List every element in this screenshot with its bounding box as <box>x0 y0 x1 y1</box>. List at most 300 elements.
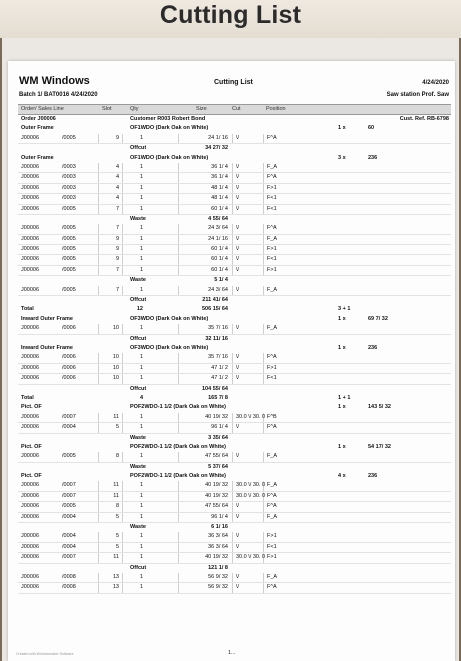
cell-divider <box>122 163 123 172</box>
profile-group-row <box>18 315 451 324</box>
cell-divider <box>98 194 99 203</box>
table-row <box>18 481 451 491</box>
cell-divider <box>178 374 179 383</box>
slot-cell: 13 <box>112 573 119 580</box>
bar-length: 143 5/ 32 <box>368 404 391 411</box>
table-row <box>18 163 451 173</box>
cell-divider <box>178 245 179 254</box>
slot-cell: 4 <box>115 174 119 181</box>
cell-divider <box>263 573 264 582</box>
size-cell: 35 7/ 16 <box>208 325 228 332</box>
cell-divider <box>98 532 99 541</box>
qty-cell: 1 <box>139 354 143 361</box>
cell-divider <box>98 184 99 193</box>
table-row <box>18 235 451 245</box>
remainder-value: 34 27/ 32 <box>205 145 228 152</box>
order-cell: J00006 <box>21 375 40 382</box>
remainder-value: 32 11/ 16 <box>205 335 228 342</box>
position-cell: F^A <box>267 424 277 431</box>
order-cell: J00006 <box>21 424 40 431</box>
qty-cell: 1 <box>139 533 143 540</box>
cell-divider <box>232 502 233 511</box>
cell-divider <box>98 286 99 295</box>
bar-count: 4 x <box>338 473 346 480</box>
cut-cell: \/ <box>236 184 240 191</box>
cell-divider <box>232 452 233 461</box>
slot-cell: 8 <box>115 453 119 460</box>
qty-cell: 1 <box>139 513 143 520</box>
size-cell: 56 9/ 32 <box>208 573 228 580</box>
size-cell: 24 3/ 64 <box>208 286 228 293</box>
slot-cell: 10 <box>112 325 119 332</box>
remainder-value: 4 55/ 64 <box>208 215 228 222</box>
line-cell: /0008 <box>62 584 76 591</box>
cell-divider <box>122 413 123 422</box>
line-cell: /0005 <box>62 225 76 232</box>
table-row <box>18 134 451 144</box>
order-cell: J00006 <box>21 513 40 520</box>
cell-divider <box>98 543 99 552</box>
cell-divider <box>232 324 233 333</box>
banner-title: Cutting List <box>159 1 302 29</box>
cut-cell: 30.0 \/ 30. 0 <box>236 554 266 561</box>
total-qty: 12 <box>136 306 143 313</box>
cell-divider <box>122 205 123 214</box>
cell-divider <box>98 224 99 233</box>
cell-divider <box>122 353 123 362</box>
order-cell: J00006 <box>21 364 40 371</box>
order-cell: J00006 <box>21 174 40 181</box>
slot-cell: 10 <box>112 364 119 371</box>
remainder-label: Offcut <box>130 297 147 304</box>
remainder-label: Waste <box>130 215 146 222</box>
size-cell: 40 19/ 32 <box>205 413 228 420</box>
cell-divider <box>98 513 99 522</box>
bar-length: 236 <box>368 154 378 161</box>
order-cell: J00006 <box>21 492 40 499</box>
bar-length: 236 <box>368 344 378 351</box>
cell-divider <box>263 452 264 461</box>
qty-cell: 1 <box>139 225 143 232</box>
table-row <box>18 573 451 583</box>
size-cell: 47 55/ 64 <box>205 503 228 510</box>
size-cell: 36 1/ 4 <box>211 174 228 181</box>
qty-cell: 1 <box>139 195 143 202</box>
line-cell: /0007 <box>62 413 76 420</box>
qty-cell: 1 <box>139 256 143 263</box>
cell-divider <box>178 532 179 541</box>
cell-divider <box>178 364 179 373</box>
slot-cell: 10 <box>112 375 119 382</box>
cut-cell: \/ <box>236 584 240 591</box>
cell-divider <box>263 184 264 193</box>
slot-cell: 7 <box>115 266 119 273</box>
cell-divider <box>122 543 123 552</box>
remainder-row <box>18 434 451 443</box>
remainder-value: 104 55/ 64 <box>202 385 228 392</box>
cell-divider <box>232 423 233 432</box>
table-row <box>18 255 451 265</box>
order-cell: J00006 <box>21 533 40 540</box>
remainder-label: Offcut <box>130 564 147 571</box>
cell-divider <box>178 423 179 432</box>
profile-name: POF2WDO-1 1/2 (Dark Oak on White) <box>130 473 226 480</box>
cell-divider <box>98 266 99 275</box>
total-qty: 4 <box>139 394 143 401</box>
slot-cell: 8 <box>115 503 119 510</box>
cell-divider <box>263 255 264 264</box>
remainder-row <box>18 215 451 224</box>
line-cell: /0008 <box>62 573 76 580</box>
slot-cell: 5 <box>115 533 119 540</box>
table-row <box>18 374 451 384</box>
qty-cell: 1 <box>139 503 143 510</box>
generator-note: Created with Windowmaker Software <box>16 652 74 656</box>
order-cell: J00006 <box>21 354 40 361</box>
cell-divider <box>98 235 99 244</box>
cut-cell: \/ <box>236 424 240 431</box>
position-cell: F<1 <box>267 195 277 202</box>
size-cell: 24 1/ 16 <box>208 235 228 242</box>
total-bars: 1 + 1 <box>338 394 351 401</box>
cell-divider <box>178 194 179 203</box>
table-row <box>18 173 451 183</box>
cut-cell: \/ <box>236 513 240 520</box>
position-cell: F_A <box>267 286 278 293</box>
table-row <box>18 502 451 512</box>
report-page <box>8 61 455 661</box>
cell-divider <box>232 374 233 383</box>
qty-cell: 1 <box>139 174 143 181</box>
cell-divider <box>122 532 123 541</box>
order-cell: J00006 <box>21 163 40 170</box>
cell-divider <box>178 583 179 592</box>
slot-cell: 7 <box>115 225 119 232</box>
cell-divider <box>98 364 99 373</box>
cut-cell: \/ <box>236 134 240 141</box>
remainder-value: 6 1/ 16 <box>211 524 228 531</box>
slot-cell: 11 <box>113 413 119 420</box>
size-cell: 47 55/ 64 <box>205 453 228 460</box>
table-row <box>18 324 451 334</box>
remainder-row <box>18 385 451 394</box>
qty-cell: 1 <box>139 163 143 170</box>
size-cell: 56 9/ 32 <box>208 584 228 591</box>
bar-length: 236 <box>368 473 378 480</box>
profile-name: OF3WDO (Dark Oak on White) <box>130 344 209 351</box>
cell-divider <box>122 224 123 233</box>
table-row <box>18 353 451 363</box>
cell-divider <box>122 502 123 511</box>
cell-divider <box>122 194 123 203</box>
cut-cell: \/ <box>236 573 240 580</box>
cell-divider <box>232 364 233 373</box>
order-cell: J00006 <box>21 205 40 212</box>
slot-cell: 4 <box>115 184 119 191</box>
qty-cell: 1 <box>139 573 143 580</box>
bar-count: 1 x <box>338 125 346 132</box>
cell-divider <box>98 163 99 172</box>
cut-cell: \/ <box>236 503 240 510</box>
cell-divider <box>232 553 233 562</box>
table-row <box>18 413 451 423</box>
cell-divider <box>232 245 233 254</box>
qty-cell: 1 <box>139 205 143 212</box>
cell-divider <box>263 224 264 233</box>
profile-group-row <box>18 124 451 133</box>
group-name: Inward Outer Frame <box>21 315 73 322</box>
company-name: WM Windows <box>19 75 90 87</box>
order-cell: J00006 <box>21 413 40 420</box>
cell-divider <box>98 583 99 592</box>
table-row <box>18 224 451 234</box>
order-cell: J00006 <box>21 543 40 550</box>
cut-cell: 30.0 \/ 30. 0 <box>236 413 266 420</box>
banner <box>0 0 461 38</box>
col-qty: Qty <box>130 106 139 112</box>
cell-divider <box>178 481 179 490</box>
line-cell: /0004 <box>62 533 76 540</box>
position-cell: F_A <box>267 453 278 460</box>
line-cell: /0005 <box>62 286 76 293</box>
line-cell: /0004 <box>62 424 76 431</box>
slot-cell: 4 <box>115 195 119 202</box>
cut-cell: \/ <box>236 195 240 202</box>
remainder-label: Offcut <box>130 385 147 392</box>
order-number: Order J00006 <box>21 116 56 122</box>
cell-divider <box>122 184 123 193</box>
cell-divider <box>98 452 99 461</box>
cell-divider <box>178 324 179 333</box>
remainder-value: 5 1/ 4 <box>214 277 228 284</box>
line-cell: /0005 <box>62 266 76 273</box>
position-cell: F^A <box>267 492 277 499</box>
cell-divider <box>263 583 264 592</box>
cell-divider <box>178 266 179 275</box>
col-size: Size <box>196 106 207 112</box>
line-cell: /0007 <box>62 554 76 561</box>
profile-name: POF2WDO-1 1/2 (Dark Oak on White) <box>130 404 226 411</box>
cut-cell: \/ <box>236 174 240 181</box>
remainder-value: 3 35/ 64 <box>208 434 228 441</box>
order-cell: J00006 <box>21 482 40 489</box>
slot-cell: 11 <box>113 492 119 499</box>
qty-cell: 1 <box>139 584 143 591</box>
cell-divider <box>98 573 99 582</box>
slot-cell: 5 <box>115 513 119 520</box>
table-row <box>18 364 451 374</box>
bar-count: 3 x <box>338 154 346 161</box>
remainder-row <box>18 296 451 305</box>
cell-divider <box>263 266 264 275</box>
cell-divider <box>178 353 179 362</box>
cell-divider <box>263 423 264 432</box>
cell-divider <box>122 583 123 592</box>
group-name: Pict. OF <box>21 473 42 480</box>
cell-divider <box>98 245 99 254</box>
remainder-row <box>18 335 451 344</box>
cell-divider <box>98 413 99 422</box>
bar-count: 1 x <box>338 344 346 351</box>
total-row <box>18 394 451 403</box>
line-cell: /0007 <box>62 492 76 499</box>
customer: Customer R003 Robert Bond <box>130 116 206 122</box>
position-cell: F>1 <box>267 246 277 253</box>
cut-cell: \/ <box>236 453 240 460</box>
cell-divider <box>98 255 99 264</box>
size-cell: 36 3/ 64 <box>208 533 228 540</box>
cell-divider <box>232 492 233 501</box>
cell-divider <box>263 502 264 511</box>
cell-divider <box>178 413 179 422</box>
remainder-row <box>18 144 451 153</box>
cell-divider <box>98 173 99 182</box>
table-row <box>18 553 451 563</box>
cut-cell: 30.0 \/ 30. 0 <box>236 482 266 489</box>
size-cell: 40 19/ 32 <box>205 492 228 499</box>
line-cell: /0005 <box>62 235 76 242</box>
profile-group-row <box>18 154 451 163</box>
group-name: Pict. OF <box>21 404 42 411</box>
qty-cell: 1 <box>139 266 143 273</box>
cell-divider <box>122 573 123 582</box>
cell-divider <box>122 173 123 182</box>
line-cell: /0003 <box>62 184 76 191</box>
cut-cell: \/ <box>236 246 240 253</box>
order-cell: J00006 <box>21 246 40 253</box>
profile-group-row <box>18 443 451 452</box>
qty-cell: 1 <box>139 453 143 460</box>
size-cell: 60 1/ 4 <box>211 246 228 253</box>
cell-divider <box>178 163 179 172</box>
cell-divider <box>122 235 123 244</box>
profile-group-row <box>18 344 451 353</box>
qty-cell: 1 <box>139 482 143 489</box>
position-cell: F_A <box>267 482 278 489</box>
order-cell: J00006 <box>21 134 40 141</box>
position-cell: F^A <box>267 503 277 510</box>
cell-divider <box>178 184 179 193</box>
order-cell: J00006 <box>21 584 40 591</box>
cell-divider <box>263 205 264 214</box>
cell-divider <box>98 324 99 333</box>
bar-count: 1 x <box>338 404 346 411</box>
line-cell: /0006 <box>62 354 76 361</box>
table-row <box>18 184 451 194</box>
cell-divider <box>263 194 264 203</box>
size-cell: 24 1/ 16 <box>208 134 228 141</box>
cell-divider <box>232 205 233 214</box>
order-cell: J00006 <box>21 453 40 460</box>
cell-divider <box>263 324 264 333</box>
bar-length: 54 17/ 32 <box>368 443 391 450</box>
total-label: Total <box>21 394 34 401</box>
qty-cell: 1 <box>139 492 143 499</box>
position-cell: F>1 <box>267 554 277 561</box>
cell-divider <box>98 353 99 362</box>
cell-divider <box>178 224 179 233</box>
cell-divider <box>178 553 179 562</box>
cell-divider <box>232 255 233 264</box>
profile-name: POF2WDO-1 1/2 (Dark Oak on White) <box>130 443 226 450</box>
cell-divider <box>232 286 233 295</box>
profile-group-row <box>18 403 451 412</box>
cell-divider <box>178 492 179 501</box>
line-cell: /0005 <box>62 256 76 263</box>
position-cell: F>1 <box>267 364 277 371</box>
profile-group-row <box>18 472 451 481</box>
cut-cell: \/ <box>236 225 240 232</box>
cell-divider <box>232 134 233 143</box>
cell-divider <box>122 481 123 490</box>
table-row <box>18 583 451 593</box>
position-cell: F^B <box>267 413 277 420</box>
order-cell: J00006 <box>21 256 40 263</box>
cell-divider <box>263 374 264 383</box>
table-row <box>18 492 451 502</box>
cut-cell: \/ <box>236 266 240 273</box>
line-cell: /0004 <box>62 513 76 520</box>
slot-cell: 7 <box>115 205 119 212</box>
remainder-value: 5 37/ 64 <box>208 463 228 470</box>
page-number: 1... <box>228 650 236 656</box>
cell-divider <box>98 423 99 432</box>
cell-divider <box>263 235 264 244</box>
line-cell: /0005 <box>62 503 76 510</box>
bar-count: 1 x <box>338 315 346 322</box>
table-row <box>18 543 451 553</box>
cell-divider <box>178 513 179 522</box>
slot-cell: 9 <box>115 235 119 242</box>
table-row <box>18 245 451 255</box>
line-cell: /0006 <box>62 364 76 371</box>
cell-divider <box>232 513 233 522</box>
qty-cell: 1 <box>139 235 143 242</box>
cell-divider <box>232 266 233 275</box>
slot-cell: 11 <box>113 554 119 561</box>
line-cell: /0004 <box>62 543 76 550</box>
remainder-label: Waste <box>130 277 146 284</box>
total-length: 506 15/ 64 <box>202 306 228 313</box>
cell-divider <box>122 492 123 501</box>
cell-divider <box>178 255 179 264</box>
table-row <box>18 513 451 523</box>
qty-cell: 1 <box>139 325 143 332</box>
order-cell: J00006 <box>21 286 40 293</box>
position-cell: F^A <box>267 174 277 181</box>
position-cell: F^A <box>267 225 277 232</box>
qty-cell: 1 <box>139 364 143 371</box>
customer-ref: Cust. Ref. RB-6798 <box>399 116 449 122</box>
position-cell: F>1 <box>267 533 277 540</box>
line-cell: /0007 <box>62 482 76 489</box>
line-cell: /0003 <box>62 174 76 181</box>
position-cell: F^A <box>267 584 277 591</box>
size-cell: 48 1/ 4 <box>211 184 228 191</box>
group-name: Inward Outer Frame <box>21 344 73 351</box>
slot-cell: 9 <box>115 134 119 141</box>
cut-cell: 30.0 \/ 30. 0 <box>236 492 266 499</box>
cell-divider <box>232 194 233 203</box>
position-cell: F<1 <box>267 375 277 382</box>
qty-cell: 1 <box>139 424 143 431</box>
cell-divider <box>122 255 123 264</box>
size-cell: 47 1/ 2 <box>211 375 228 382</box>
cut-cell: \/ <box>236 163 240 170</box>
cell-divider <box>98 205 99 214</box>
cell-divider <box>122 324 123 333</box>
cell-divider <box>263 286 264 295</box>
